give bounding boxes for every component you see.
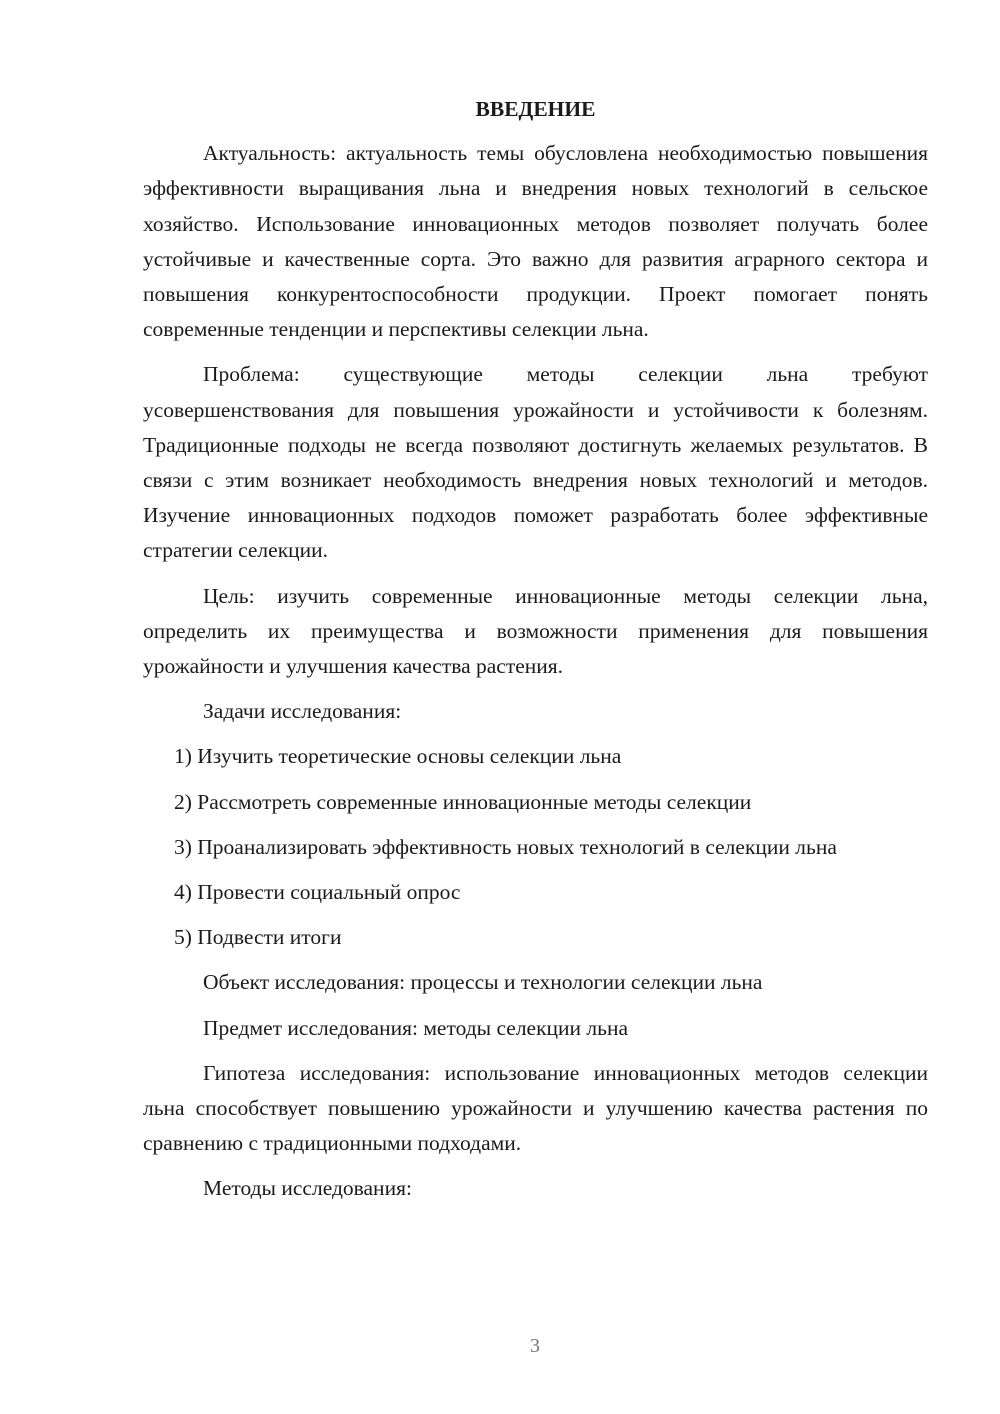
goal-paragraph: Цель: изучить современные инновационные методы селекции льна, определить их преимущества и возможности применения для повышения урожайности и улучшения качества растения. (143, 583, 928, 679)
document-page (143, 92, 928, 1217)
research-subject: Предмет исследования: методы селекции льна (203, 1015, 629, 1040)
problem-paragraph: Проблема: существующие методы селекции льна требуют усовершенствования для повышения урожайности и устойчивости к болезням. Традиционные подходы не всегда позволяют достигнуть желаемых результатов. В связи с этим возникает необходимость внедрения новых технологий и методов. Изучение инновационных подходов поможет разработать более эффективные стратегии селекции. (143, 362, 928, 563)
relevance-paragraph: Актуальность: актуальность темы обусловлена необходимостью повышения эффективности выращивания льна и внедрения новых технологий в сельское хозяйство. Использование инновационных методов позволяет получать более устойчивые и качественные сорта. Это важно для развития аграрного сектора и повышения конкурентоспособности продукции. Проект помогает понять современные тенденции и перспективы селекции льна. (143, 141, 928, 342)
task-item-2: 2) Рассмотреть современные инновационные методы селекции (174, 789, 752, 814)
task-item-5: 5) Подвести итоги (174, 925, 342, 950)
methods-heading: Методы исследования: (203, 1176, 412, 1201)
research-object: Объект исследования: процессы и технологии селекции льна (203, 970, 763, 995)
page-number: 3 (530, 1335, 540, 1357)
task-item-1: 1) Изучить теоретические основы селекции льна (174, 744, 622, 769)
hypothesis-paragraph: Гипотеза исследования: использование инновационных методов селекции льна способствует повышению урожайности и улучшению качества растения по сравнению с традиционными подходами. (143, 1060, 928, 1156)
section-title: ВВЕДЕНИЕ (475, 97, 596, 121)
task-item-4: 4) Провести социальный опрос (174, 880, 461, 905)
tasks-heading: Задачи исследования: (203, 699, 402, 724)
task-item-3: 3) Проанализировать эффективность новых технологий в селекции льна (174, 834, 837, 859)
